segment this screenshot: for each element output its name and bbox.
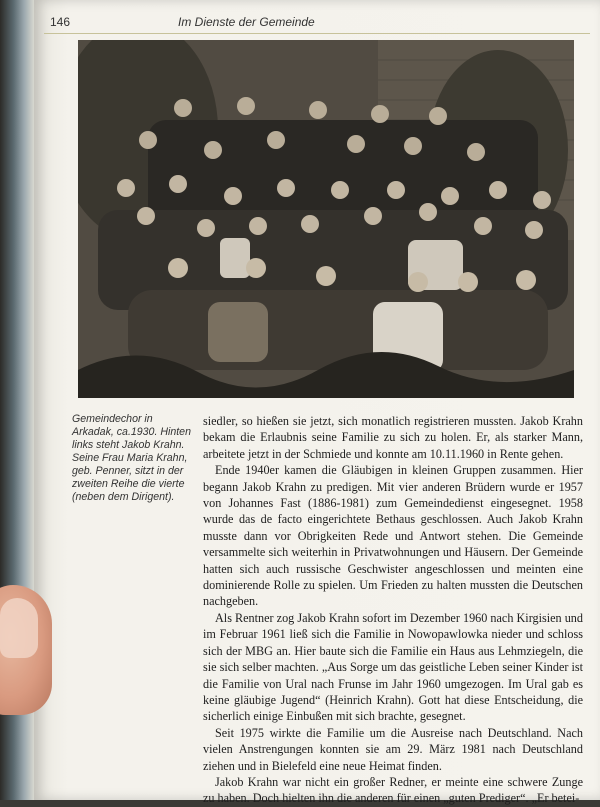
- paragraph-1: siedler, so hießen sie jetzt, sich monatlich registrieren mussten. Jakob Krahn bekam die Erlaubnis seine Familie zu sich zu holen. Er, als starker Mann, arbeitete jetzt in der Schmiede und konnte am 10.11.1960 in Rente gehen.: [203, 414, 583, 461]
- group-photograph: [78, 40, 574, 398]
- body-text: [203, 413, 583, 807]
- page-number: 146: [50, 15, 71, 29]
- light-blouse: [220, 238, 250, 278]
- running-title: Im Dienste der Gemeinde: [178, 15, 315, 29]
- plaid-dress: [208, 302, 268, 362]
- paragraph-3: Als Rentner zog Jakob Krahn sofort im Dezember 1960 nach Kirgisien und im Februar 1961 ließ sich die Familie in Nowopawlowka nieder und schloss sich der MBG an. Hier baute sich die Familie ein Haus aus Lehmziegeln, die sie sich selber machten. „Aus Sorge um das geistliche Leben seiner Kinder ist die Familie von Ural nach Frunse im Jahr 1960 umgezogen. Im Ural gab es keine gläubige Jugend“ (Heinrich Krahn). Gott hat diese Entscheidung, die sicherlich einige Einbußen mit sich brachte, gesegnet.: [203, 610, 583, 724]
- paragraph-4: Seit 1975 wirkte die Familie um die Ausreise nach Deutschland. Nach vielen Anstrengungen konnten sie am 29. März 1981 nach Deutschland ziehen und in Bielefeld eine neue Heimat finden.: [203, 725, 583, 773]
- thumb-nail: [0, 598, 38, 658]
- paragraph-2: Ende 1940er kamen die Gläubigen in kleinen Gruppen zusammen. Hier begann Jakob Krahn zu predigen. Mit vier anderen Brüdern wurde er 1957 von Johannes Fast (1886-1981) zum Gemeindedienst eingesegnet. 1958 wurde das de facto eingerichtete Bethaus geschlossen. Auch Jakob Krahn musste dann vor Obrigkeiten Rede und Antwort stehen. Die Gemeinde versammelte sich weiterhin in Privatwohnungen und Häusern. Der Gemeinde hatten sich auch russische Geschwister angeschlossen und meinten eine dominierende Rolle zu spielen. Um Frieden zu halten mussten die Deutschen nachgeben.: [203, 463, 583, 609]
- paragraph-5: Jakob Krahn war nicht ein großer Redner, er meinte eine schwere Zunge zu haben. Doch hielten ihn die anderen für einen „guten Prediger“. „Er betei-: [203, 774, 583, 806]
- group-photograph-icon: [78, 40, 574, 398]
- header-rule: [44, 33, 590, 34]
- front-row-bodies: [128, 290, 548, 370]
- photo-caption: Gemeindechor in Arkadak, ca.1930. Hinten links steht Jakob Krahn. Seine Frau Maria Krahn, geb. Penner, sitzt in der zweiten Reihe die vierte (neben dem Dirigent).: [72, 413, 191, 503]
